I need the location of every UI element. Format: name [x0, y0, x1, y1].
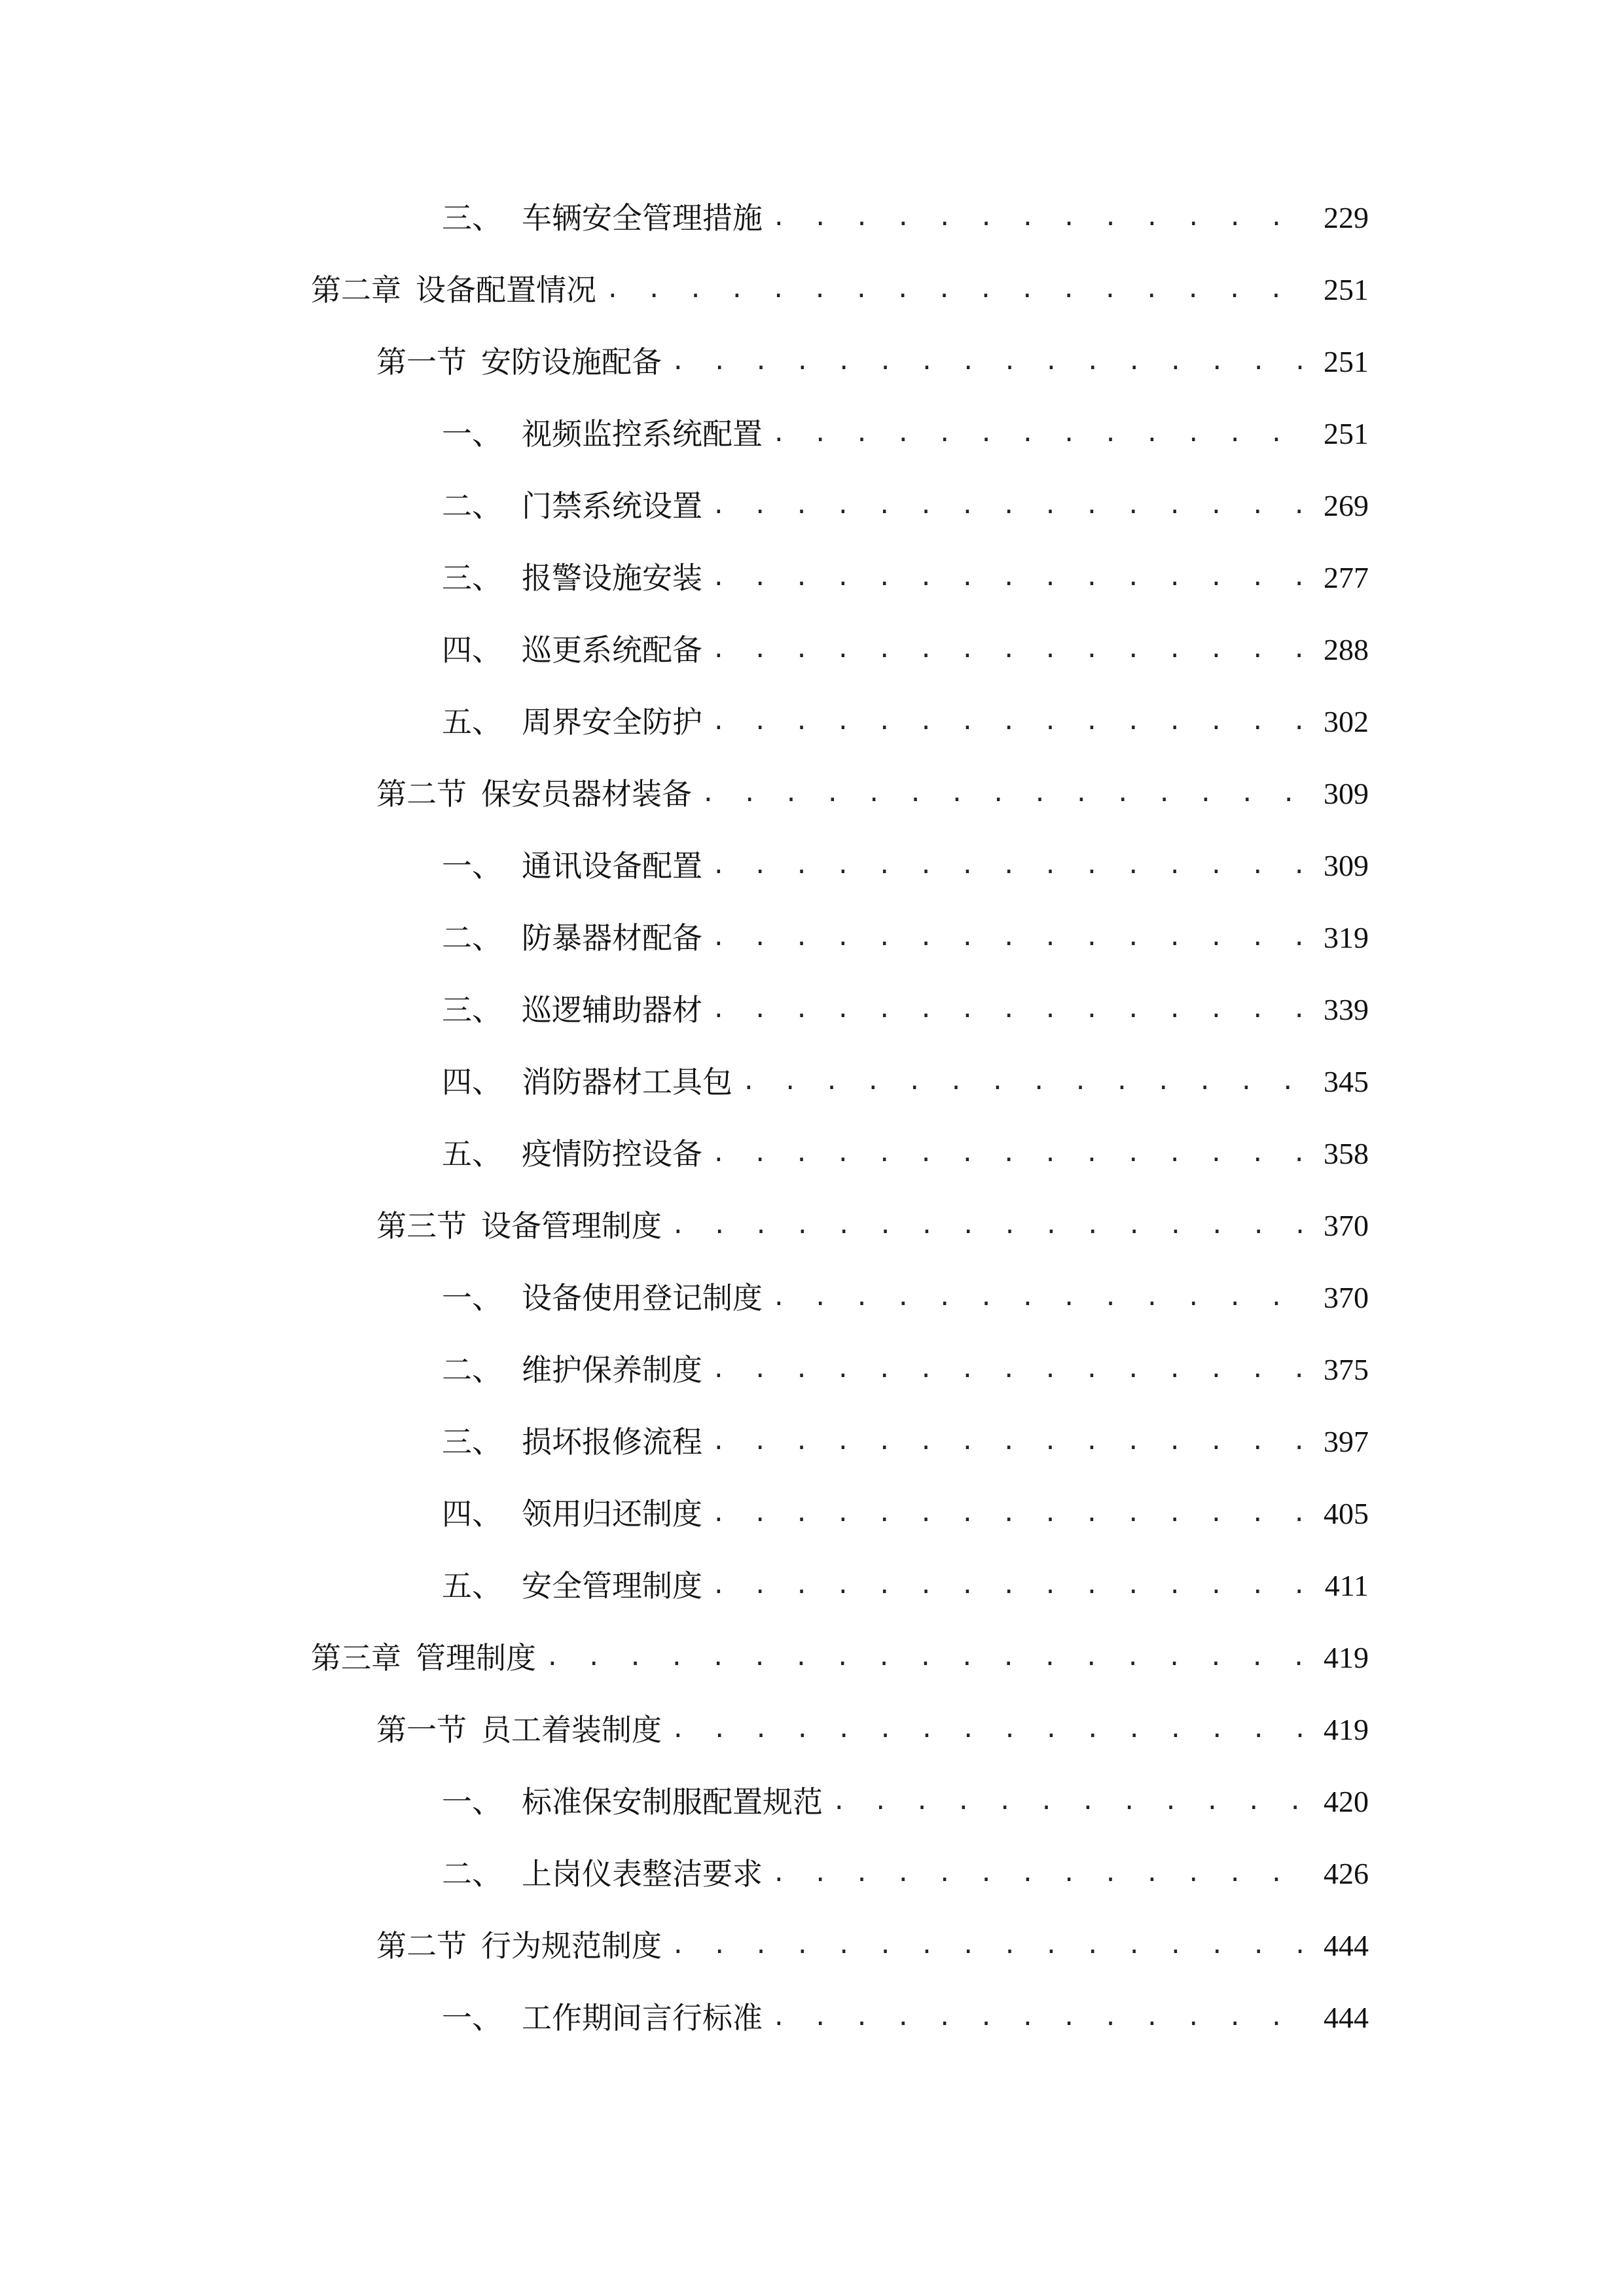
- toc-entry-title: 员工着装制度: [481, 1712, 662, 1748]
- toc-entry[interactable]: [442, 1488, 1369, 1540]
- toc-dot-leader: [671, 1920, 1312, 1972]
- toc-entry[interactable]: [442, 192, 1369, 244]
- toc-entry-page: 420: [1324, 1785, 1369, 1818]
- toc-entry-page: 339: [1324, 993, 1369, 1026]
- toc-entry-title: 设备配置情况: [416, 272, 596, 308]
- toc-entry-title: 周界安全防护: [522, 704, 702, 740]
- toc-entry[interactable]: [442, 1992, 1369, 2044]
- toc-entry-page: 426: [1324, 1857, 1369, 1890]
- toc-entry-title: 门禁系统设置: [522, 488, 702, 524]
- toc-entry-title: 维护保养制度: [522, 1352, 702, 1388]
- toc-entry-page: 319: [1324, 921, 1369, 954]
- toc-dot-leader: [772, 1272, 1312, 1324]
- toc-entry[interactable]: [442, 1560, 1369, 1612]
- toc-entry-title: 防暴器材配备: [522, 920, 702, 956]
- toc-entry-number: 四、: [442, 1496, 502, 1532]
- toc-entry-page: 370: [1324, 1281, 1369, 1314]
- toc-entry-title: 视频监控系统配置: [522, 416, 763, 452]
- toc-entry-page: 251: [1324, 417, 1369, 450]
- toc-entry-page: 345: [1324, 1065, 1369, 1098]
- toc-entry-page: 288: [1324, 633, 1369, 666]
- toc-dot-leader: [605, 264, 1312, 316]
- toc-entry-number: 第二节: [376, 1928, 467, 1964]
- toc-dot-leader: [712, 984, 1312, 1036]
- toc-dot-leader: [712, 912, 1312, 964]
- toc-dot-leader: [772, 1848, 1312, 1900]
- toc-entry[interactable]: [442, 1128, 1369, 1180]
- toc-entry-number: 第三节: [376, 1208, 467, 1244]
- toc-entry-page: 419: [1324, 1641, 1369, 1674]
- toc-entry-page: 358: [1324, 1137, 1369, 1170]
- toc-entry[interactable]: [376, 1704, 1369, 1756]
- toc-dot-leader: [712, 840, 1312, 892]
- toc-entry-page: 411: [1324, 1569, 1369, 1602]
- toc-entry-title: 上岗仪表整洁要求: [522, 1856, 763, 1892]
- toc-entry-page: 269: [1324, 489, 1369, 522]
- toc-entry-page: 229: [1324, 201, 1369, 234]
- toc-entry-number: 一、: [442, 848, 502, 884]
- toc-dot-leader: [712, 480, 1312, 532]
- toc-entry-number: 二、: [442, 920, 502, 956]
- toc-entry-number: 第一节: [376, 1712, 467, 1748]
- toc-entry[interactable]: [442, 624, 1369, 676]
- toc-entry-page: 444: [1324, 2001, 1369, 2034]
- toc-dot-leader: [712, 1128, 1312, 1180]
- toc-dot-leader: [772, 192, 1312, 244]
- toc-entry[interactable]: [311, 264, 1369, 316]
- toc-entry-page: 277: [1324, 561, 1369, 594]
- toc-entry-title: 工作期间言行标准: [522, 2000, 763, 2036]
- toc-entry-title: 设备使用登记制度: [522, 1280, 763, 1316]
- toc-entry[interactable]: [442, 696, 1369, 748]
- toc-entry[interactable]: [311, 1632, 1369, 1684]
- toc-entry-number: 五、: [442, 1136, 502, 1172]
- toc-entry[interactable]: [442, 1272, 1369, 1324]
- toc-dot-leader: [671, 336, 1312, 388]
- toc-entry-number: 五、: [442, 1568, 502, 1604]
- toc-entry-title: 标准保安制服配置规范: [522, 1784, 823, 1820]
- toc-entry-number: 四、: [442, 632, 502, 668]
- toc-entry-number: 第三章: [311, 1640, 401, 1676]
- toc-entry[interactable]: [376, 1920, 1369, 1972]
- toc-dot-leader: [712, 552, 1312, 604]
- toc-entry-number: 四、: [442, 1064, 502, 1100]
- toc-entry-number: 五、: [442, 704, 502, 740]
- toc-dot-leader: [712, 1560, 1313, 1612]
- toc-entry-number: 三、: [442, 1424, 502, 1460]
- toc-entry-title: 安全管理制度: [522, 1568, 702, 1604]
- toc-entry-number: 第二节: [376, 776, 467, 812]
- toc-entry[interactable]: [442, 1056, 1369, 1108]
- toc-entry-number: 一、: [442, 1280, 502, 1316]
- toc-entry[interactable]: [376, 1200, 1369, 1252]
- toc-dot-leader: [712, 1344, 1312, 1396]
- toc-entry-number: 三、: [442, 200, 502, 236]
- toc-entry-page: 375: [1324, 1353, 1369, 1386]
- toc-entry[interactable]: [442, 1848, 1369, 1900]
- toc-entry-title: 安防设施配备: [481, 344, 662, 380]
- toc-entry-page: 251: [1324, 345, 1369, 378]
- toc-entry-number: 三、: [442, 560, 502, 596]
- toc-dot-leader: [671, 1704, 1312, 1756]
- toc-entry-number: 第一节: [376, 344, 467, 380]
- toc-entry-title: 损坏报修流程: [522, 1424, 702, 1460]
- toc-entry-title: 管理制度: [416, 1640, 536, 1676]
- toc-entry-page: 251: [1324, 273, 1369, 306]
- toc-entry[interactable]: [442, 480, 1369, 532]
- toc-entry-page: 309: [1324, 849, 1369, 882]
- toc-entry-number: 二、: [442, 1352, 502, 1388]
- toc-entry-title: 保安员器材装备: [481, 776, 692, 812]
- toc-entry[interactable]: [442, 912, 1369, 964]
- toc-entry-number: 三、: [442, 992, 502, 1028]
- toc-dot-leader: [712, 624, 1312, 676]
- toc-entry-page: 370: [1324, 1209, 1369, 1242]
- toc-entry-number: 第二章: [311, 272, 401, 308]
- toc-entry-title: 巡逻辅助器材: [522, 992, 702, 1028]
- toc-dot-leader: [671, 1200, 1312, 1252]
- toc-entry[interactable]: [376, 336, 1369, 388]
- toc-entry-number: 一、: [442, 1784, 502, 1820]
- toc-entry[interactable]: [442, 1776, 1369, 1828]
- toc-entry-page: 309: [1324, 777, 1369, 810]
- toc-entry-number: 一、: [442, 416, 502, 452]
- toc-entry[interactable]: [442, 408, 1369, 460]
- toc-entry-page: 405: [1324, 1497, 1369, 1530]
- toc-dot-leader: [712, 1416, 1312, 1468]
- toc-entry-number: 二、: [442, 488, 502, 524]
- toc-entry-title: 巡更系统配备: [522, 632, 702, 668]
- toc-dot-leader: [712, 696, 1312, 748]
- toc-entry[interactable]: [442, 840, 1369, 892]
- toc-dot-leader: [712, 1488, 1312, 1540]
- toc-entry-page: 397: [1324, 1425, 1369, 1458]
- toc-entry[interactable]: [442, 1416, 1369, 1468]
- toc-entry-number: 二、: [442, 1856, 502, 1892]
- toc-entry-title: 行为规范制度: [481, 1928, 662, 1964]
- toc-entry-page: 419: [1324, 1713, 1369, 1746]
- toc-entry-number: 一、: [442, 2000, 502, 2036]
- toc-entry-title: 报警设施安装: [522, 560, 702, 596]
- toc-entry[interactable]: [442, 552, 1369, 604]
- toc-entry[interactable]: [442, 1344, 1369, 1396]
- toc-dot-leader: [545, 1632, 1312, 1684]
- toc-entry-title: 消防器材工具包: [522, 1064, 732, 1100]
- toc-entry-title: 通讯设备配置: [522, 848, 702, 884]
- toc-dot-leader: [772, 408, 1312, 460]
- toc-dot-leader: [701, 768, 1312, 820]
- toc-entry[interactable]: [442, 984, 1369, 1036]
- toc-entry-title: 领用归还制度: [522, 1496, 702, 1532]
- toc-entry-title: 车辆安全管理措施: [522, 200, 763, 236]
- toc-dot-leader: [772, 1992, 1312, 2044]
- toc-entry[interactable]: [376, 768, 1369, 820]
- toc-dot-leader: [742, 1056, 1312, 1108]
- toc-dot-leader: [832, 1776, 1312, 1828]
- toc-entry-page: 444: [1324, 1929, 1369, 1962]
- toc-entry-page: 302: [1324, 705, 1369, 738]
- toc-entry-title: 疫情防控设备: [522, 1136, 702, 1172]
- toc-entry-title: 设备管理制度: [481, 1208, 662, 1244]
